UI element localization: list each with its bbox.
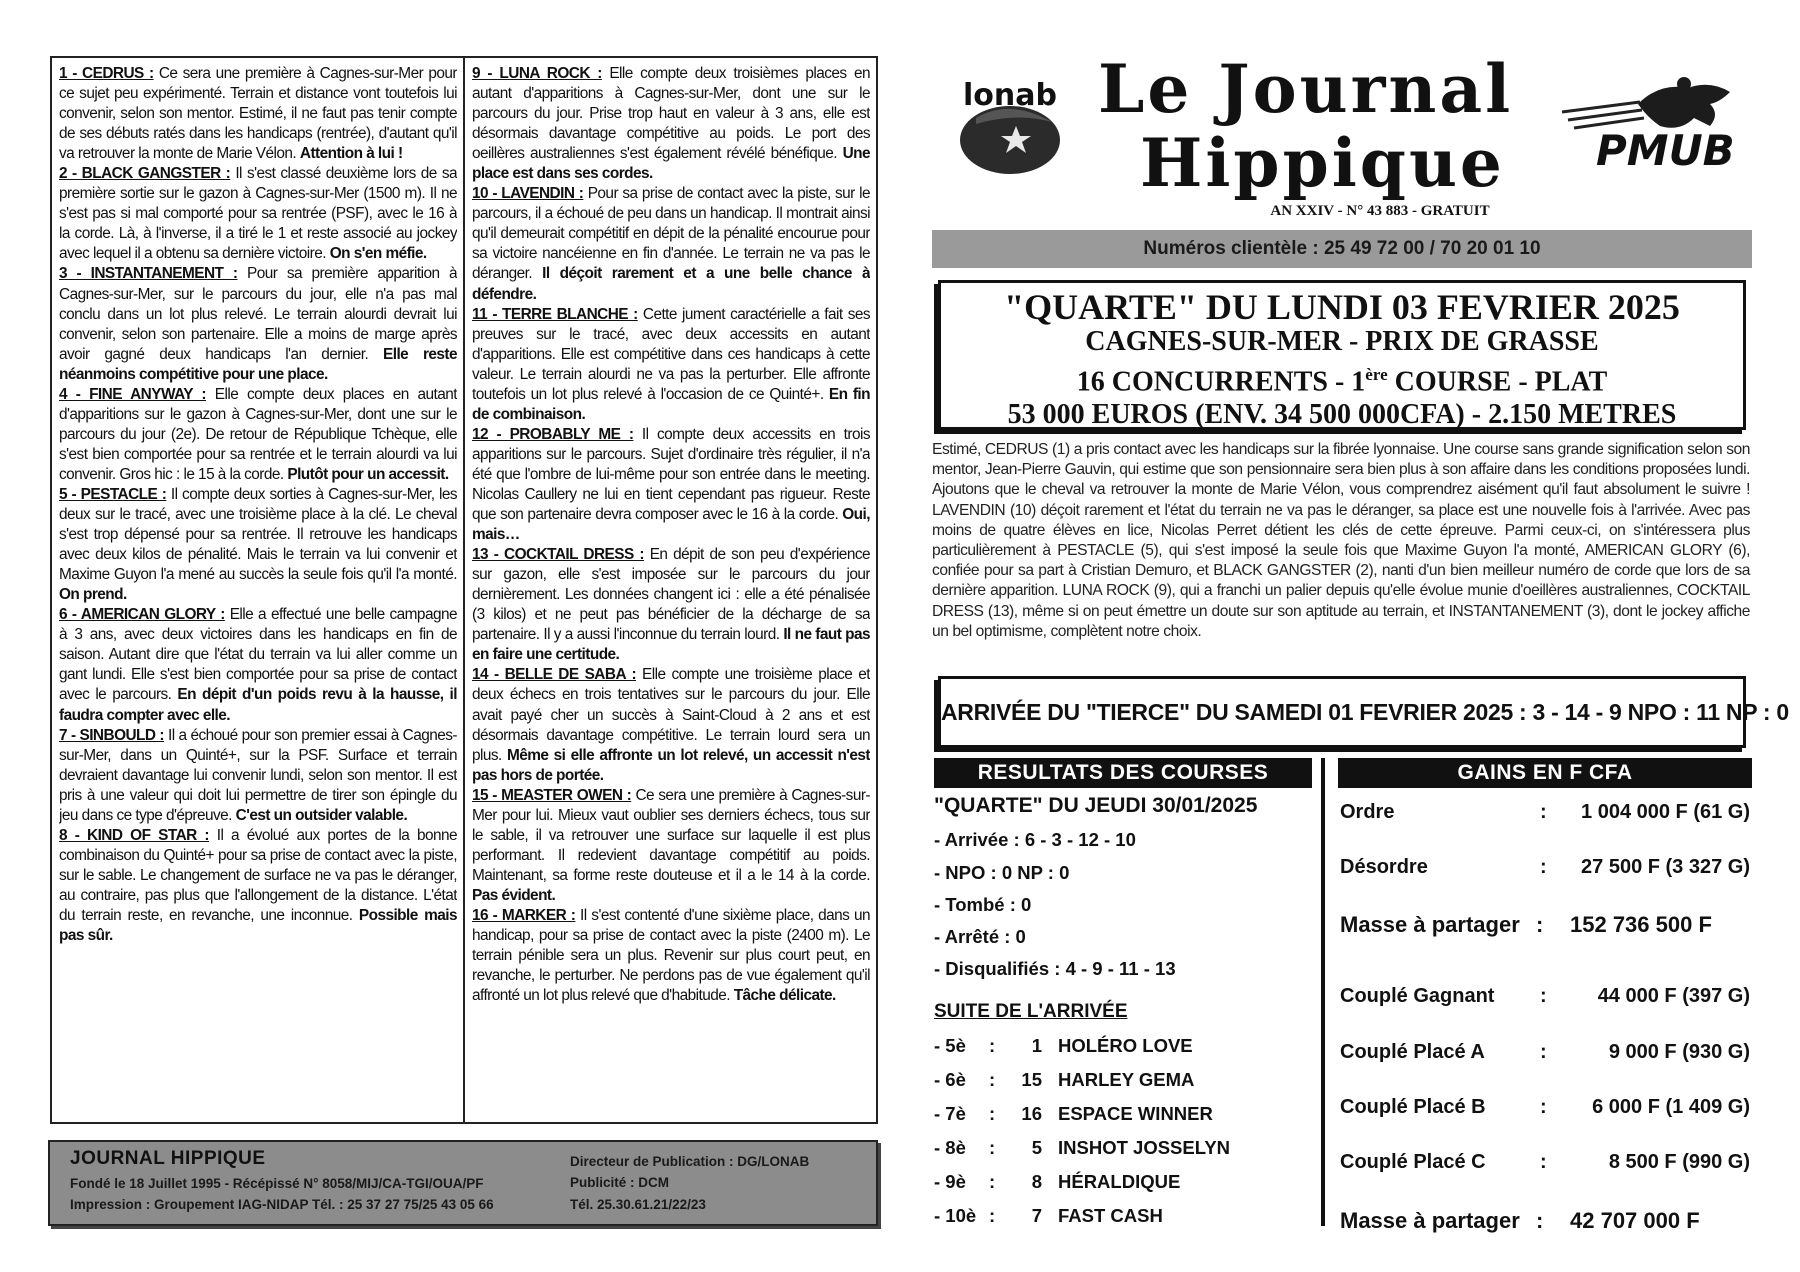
masthead-title-line1: Le Journal bbox=[1098, 50, 1514, 128]
gains-label: Ordre bbox=[1340, 801, 1395, 823]
results-race-title: "QUARTE" DU JEUDI 30/01/2025 bbox=[934, 794, 1258, 817]
suite-rank: - 6è bbox=[934, 1069, 966, 1090]
horse-comment: Elle compte deux troisièmes places en autant d'apparitions à Cagnes-sur-Mer, dont une sur le parcours du jour. Prise trop haut en valeur à 3 ans, elle est désormais davantage compétitive au poids. Le port des oeillères australiennes s'est également révélé bénéfique. bbox=[472, 65, 870, 163]
horse-comment: Il s'est classé deuxième lors de sa première sortie sur le gazon à Cagnes-sur-Mer (1500 m). Il ne s'est pas si mal comporté pour sa rentrée (PSF), avec le 16 à la corde. Là, à l'inverse, il a tiré le 1 et reste associé au jockey avec lequel il a obtenu sa dernière victoire. bbox=[59, 165, 457, 263]
race-info: 16 CONCURRENTS - 1ère COURSE - PLAT bbox=[1076, 365, 1608, 398]
gains-row bbox=[1340, 1041, 1752, 1077]
suite-sep: : bbox=[989, 1069, 996, 1090]
suite-row bbox=[934, 1171, 1314, 1199]
gains-label: Couplé Placé C bbox=[1340, 1151, 1486, 1173]
gains-sep: : bbox=[1536, 912, 1544, 937]
footer-director: Directeur de Publication : DG/LONAB bbox=[570, 1154, 810, 1169]
suite-sep: : bbox=[989, 1205, 996, 1226]
results-npo: - NPO : 0 NP : 0 bbox=[934, 862, 1070, 883]
suite-horse-name: HÉRALDIQUE bbox=[1058, 1171, 1181, 1192]
horse-name: 3 - INSTANTANEMENT : bbox=[59, 265, 238, 283]
gains-label: Couplé Placé B bbox=[1340, 1096, 1486, 1118]
gains-sep: : bbox=[1536, 1208, 1544, 1233]
horse-entry bbox=[472, 64, 870, 184]
suite-sep: : bbox=[989, 1171, 996, 1192]
suite-rank: - 7è bbox=[934, 1103, 966, 1124]
horse-name: 8 - KIND OF STAR : bbox=[59, 826, 209, 844]
horse-entry bbox=[59, 605, 457, 725]
gains-sep: : bbox=[1540, 1096, 1547, 1118]
horse-verdict: Possible mais pas sûr. bbox=[59, 906, 457, 945]
horse-verdict: C'est un outsider valable. bbox=[235, 806, 408, 824]
gains-row bbox=[1340, 1151, 1752, 1187]
suite-sep: : bbox=[989, 1035, 996, 1056]
suite-horse-number: 16 bbox=[1021, 1103, 1042, 1124]
horse-comment: Cette jument caractérielle a fait ses preuves sur le tracé, avec deux accessits en autant d'apparitions. Elle est compétitive dans ces handicaps à cette valeur. Le terrain alourdi ne va pas la perturber. Elle affronte toutefois un lot plus relevé à l'occasion de ce Quinté+. bbox=[472, 305, 870, 403]
gains-label: Couplé Gagnant bbox=[1340, 985, 1495, 1007]
horse-comment: Il s'est contenté d'une sixième place, dans un handicap, pour sa prise de contact avec la piste (2400 m). Le terrain pénible sera un plus. Revenir sur plus court peut, en revanche, le perturber. Ne perdons pas de vue également qu'il affronté un lot plus relevé que d'habitude. bbox=[472, 906, 870, 1005]
gains-sep: : bbox=[1540, 856, 1547, 878]
gains-label: Masse à partager bbox=[1340, 912, 1520, 937]
horse-entry bbox=[472, 906, 870, 1006]
commentary-column-2 bbox=[472, 64, 870, 1120]
gains-row bbox=[1340, 856, 1752, 892]
horse-entry bbox=[472, 665, 870, 785]
results-arrete: - Arrêté : 0 bbox=[934, 926, 1026, 947]
horse-verdict: Oui, mais… bbox=[472, 506, 870, 544]
quarte-race-box bbox=[938, 280, 1746, 430]
horse-comment: Elle a effectué une belle campagne à 3 ans, avec deux victoires dans les handicaps en fin de saison. Autant dire que l'état du terrain va lui aller comme un gant lundi. Elle s'est bien comportée pour sa prise de contact avec le parcours. bbox=[59, 606, 457, 704]
gains-value: 8 500 F (990 G) bbox=[1608, 1151, 1750, 1173]
horse-entry bbox=[59, 726, 457, 826]
horse-entry bbox=[472, 545, 870, 665]
gains-value: 27 500 F (3 327 G) bbox=[1581, 856, 1750, 878]
suite-horse-name: INSHOT JOSSELYN bbox=[1058, 1137, 1231, 1158]
horse-verdict: Il déçoit rarement et a une belle chance à défendre. bbox=[472, 265, 870, 303]
gains-sep: : bbox=[1540, 1151, 1547, 1173]
client-numbers-bar: Numéros clientèle : 25 49 72 00 / 70 20 01 10 bbox=[932, 230, 1752, 268]
horse-name: 14 - BELLE DE SABA : bbox=[472, 666, 637, 684]
race-prize: 53 000 EUROS (ENV. 34 500 000CFA) - 2.150 METRES bbox=[1007, 399, 1677, 431]
gains-value: 152 736 500 F bbox=[1570, 912, 1712, 937]
horse-comment: En dépit de son peu d'expérience sur gazon, elle s'est imposée sur le parcours du jour dernièrement. Les données changent ici : elle a été pénalisée (3 kilos) et ne peut pas bénéficier de la décharge de sa partenaire. Il y a aussi l'inconnue du terrain lourd. bbox=[472, 546, 870, 644]
gains-row bbox=[1340, 1208, 1752, 1244]
suite-rank: - 9è bbox=[934, 1171, 966, 1192]
suite-row bbox=[934, 1069, 1314, 1097]
horse-verdict: Attention à lui ! bbox=[299, 145, 403, 163]
footer-title: JOURNAL HIPPIQUE bbox=[70, 1148, 266, 1169]
horse-name: 2 - BLACK GANGSTER : bbox=[59, 165, 231, 183]
footer-advertising: Publicité : DCM bbox=[570, 1175, 670, 1190]
gains-row bbox=[1340, 801, 1752, 837]
publication-footer bbox=[48, 1140, 878, 1226]
lonab-logo bbox=[956, 78, 1064, 178]
gains-row bbox=[1340, 1096, 1752, 1132]
horse-entry bbox=[59, 485, 457, 605]
horse-comment: Pour sa prise de contact avec la piste, sur le parcours, il a échoué de peu dans un handicap. Il montrait ainsi qu'il demeurait compétitif en dépit de la pénalité encourue pour sa victoire nancéienne en fin d'année. Le terrain ne va pas le déranger. bbox=[472, 185, 870, 283]
horse-name: 7 - SINBOULD : bbox=[59, 726, 164, 744]
race-title: "QUARTE" DU LUNDI 03 FEVRIER 2025 bbox=[1004, 287, 1680, 327]
footer-printing: Impression : Groupement IAG-NIDAP Tél. : 25 37 27 75/25 43 05 66 bbox=[70, 1197, 494, 1212]
suite-horse-name: HARLEY GEMA bbox=[1058, 1069, 1195, 1090]
horse-verdict: On prend. bbox=[59, 586, 127, 604]
suite-row bbox=[934, 1103, 1314, 1131]
suite-row bbox=[934, 1035, 1314, 1063]
horse-name: 11 - TERRE BLANCHE : bbox=[472, 305, 638, 323]
tierce-result-box: ARRIVÉE DU "TIERCE" DU SAMEDI 01 FEVRIER 2025 : 3 - 14 - 9 NPO : 11 NP : 0 bbox=[938, 676, 1746, 748]
pmub-logo bbox=[1560, 74, 1750, 184]
horse-verdict: Il ne faut pas en faire une certitude. bbox=[472, 626, 870, 664]
commentary-column-1 bbox=[59, 64, 457, 1120]
gains-header: GAINS EN F CFA bbox=[1338, 758, 1752, 788]
suite-horse-number: 7 bbox=[1031, 1205, 1042, 1226]
gains-row bbox=[1340, 912, 1752, 948]
horse-verdict: Une place est dans ses cordes. bbox=[472, 145, 870, 183]
suite-sep: : bbox=[989, 1103, 996, 1124]
gains-sep: : bbox=[1540, 985, 1547, 1007]
suite-rank: - 10è bbox=[934, 1205, 977, 1226]
results-tombe: - Tombé : 0 bbox=[934, 894, 1032, 915]
horse-verdict: Plutôt pour un accessit. bbox=[287, 465, 449, 483]
horse-name: 5 - PESTACLE : bbox=[59, 485, 167, 503]
suite-horse-name: HOLÉRO LOVE bbox=[1058, 1035, 1193, 1056]
suite-horse-number: 1 bbox=[1031, 1035, 1042, 1056]
results-gains-divider bbox=[1321, 758, 1325, 1226]
gains-value: 6 000 F (1 409 G) bbox=[1592, 1096, 1750, 1118]
pmub-logo-text: PMUB bbox=[1596, 126, 1735, 175]
horse-comment: Elle compte une troisième place et deux échecs en trois tentatives sur le parcours du jour. Elle avait payé cher un succès à Saint-Cloud à 2 ans et est désormais davantage compétitive. Le terrain lourd sera un plus. bbox=[472, 666, 870, 764]
gains-value: 9 000 F (930 G) bbox=[1608, 1041, 1750, 1063]
suite-sep: : bbox=[989, 1137, 996, 1158]
gains-value: 42 707 000 F bbox=[1570, 1208, 1700, 1233]
suite-horse-number: 8 bbox=[1031, 1171, 1042, 1192]
horse-entry bbox=[59, 385, 457, 485]
suite-row bbox=[934, 1205, 1314, 1233]
suite-horse-name: ESPACE WINNER bbox=[1058, 1103, 1213, 1124]
footer-phone: Tél. 25.30.61.21/22/23 bbox=[570, 1197, 706, 1212]
masthead-title-line2: Hippique bbox=[1140, 124, 1505, 202]
gains-label: Couplé Placé A bbox=[1340, 1041, 1485, 1063]
suite-horse-number: 15 bbox=[1021, 1069, 1042, 1090]
gains-label: Masse à partager bbox=[1340, 1208, 1520, 1233]
gains-sep: : bbox=[1540, 801, 1547, 823]
suite-rank: - 8è bbox=[934, 1137, 966, 1158]
horse-entry bbox=[59, 264, 457, 384]
horse-entry bbox=[472, 786, 870, 906]
horse-verdict: Tâche délicate. bbox=[733, 987, 836, 1005]
results-header: RESULTATS DES COURSES bbox=[934, 758, 1312, 788]
horse-comment: Il a échoué pour son premier essai à Cagnes-sur-Mer, dans un Quinté+, sur la PSF. Surface et terrain devraient davantage lui convenir lundi, selon son mentor. Il est pris à une valeur qui doit lui permettre de tirer son épingle du jeu dans ce type d'épreuve. bbox=[59, 726, 457, 824]
horse-comment: Il compte deux sorties à Cagnes-sur-Mer, les deux sur le tracé, avec une troisième place à la clé. Le cheval s'est trop dépensé pour sa rentrée. Il retrouve les handicaps avec deux kilos de pénalité. Mais le terrain va lui convenir et Maxime Guyon l'a mené au succès la seule fois qu'il l'a monté. bbox=[59, 485, 457, 584]
horse-entry bbox=[59, 164, 457, 264]
horse-entry bbox=[472, 425, 870, 545]
horse-comment: Pour sa première apparition à Cagnes-sur-Mer, sur le parcours du jour, elle n'a pas mal conclu dans un lot plus relevé. Le terrain alourdi devrait lui convenir, selon son partenaire. Elle a moins de marge après avoir gagné deux handicaps l'an dernier. bbox=[59, 265, 457, 363]
horse-verdict: Même si elle affronte un lot relevé, un accessit n'est pas hors de portée. bbox=[472, 746, 870, 784]
lonab-logo-text: lonab bbox=[963, 78, 1057, 113]
horse-name: 16 - MARKER : bbox=[472, 906, 576, 924]
horse-name: 9 - LUNA ROCK : bbox=[472, 65, 602, 82]
suite-horse-name: FAST CASH bbox=[1058, 1205, 1163, 1226]
horse-verdict: En dépit d'un poids revu à la hausse, il faudra compter avec elle. bbox=[59, 686, 457, 724]
horse-entry bbox=[472, 305, 870, 425]
horse-name: 4 - FINE ANYWAY : bbox=[59, 385, 206, 403]
race-venue: CAGNES-SUR-MER - PRIX DE GRASSE bbox=[1085, 326, 1599, 357]
results-disqualifies: - Disqualifiés : 4 - 9 - 11 - 13 bbox=[934, 958, 1176, 979]
gains-sep: : bbox=[1540, 1041, 1547, 1063]
suite-row bbox=[934, 1137, 1314, 1165]
horse-verdict: On s'en méfie. bbox=[329, 245, 427, 263]
issue-number: AN XXIV - N° 43 883 - GRATUIT bbox=[1270, 203, 1490, 219]
horse-entry bbox=[59, 64, 457, 164]
horse-comment: Il compte deux accessits en trois apparitions sur le parcours. Sujet d'ordinaire très régulier, il n'a été que l'ombre de lui-même pour son entrée dans le meeting. Nicolas Caullery ne lui en tient cependant pas rigueur. Reste que son partenaire devra composer avec le 16 à la corde. bbox=[472, 425, 870, 524]
suite-rank: - 5è bbox=[934, 1035, 966, 1056]
horse-entry bbox=[59, 826, 457, 946]
horse-entry bbox=[472, 184, 870, 304]
horse-name: 13 - COCKTAIL DRESS : bbox=[472, 546, 644, 564]
column-divider bbox=[463, 56, 465, 1124]
horse-name: 6 - AMERICAN GLORY : bbox=[59, 606, 225, 624]
results-arrivee: - Arrivée : 6 - 3 - 12 - 10 bbox=[934, 829, 1136, 850]
horse-verdict: En fin de combinaison. bbox=[472, 385, 870, 423]
horse-comment: Ce sera une première à Cagnes-sur-Mer pour ce sujet peu expérimenté. Terrain et distance vont toutefois lui convenir, selon son mentor. Estimé, il ne faut pas tenir compte de ses débuts ratés dans les handicaps (rentrée), d'autant qu'il va retrouver la monte de Marie Vélon. bbox=[59, 65, 457, 163]
horse-verdict: Elle reste néanmoins compétitive pour une place. bbox=[59, 345, 457, 383]
horse-comment: Elle compte deux places en autant d'apparitions sur le gazon à Cagnes-sur-Mer, dont une sur le parcours du jour (2e). De retour de République Tchèque, elle s'est bien comportée pour sa rentrée et le terrain alourdi va lui convenir. Gros hic : le 15 à la corde. bbox=[59, 385, 457, 483]
horse-name: 1 - CEDRUS : bbox=[59, 65, 154, 82]
horse-comment: Il a évolué aux portes de la bonne combinaison du Quinté+ pour sa prise de contact avec la piste, sur le sable. Le changement de surface ne va pas le déranger, au contraire, pas plus que l'allongement de la distance. L'état du terrain reste, en revanche, une inconnue. bbox=[59, 826, 457, 924]
suite-horse-number: 5 bbox=[1031, 1137, 1042, 1158]
horse-name: 10 - LAVENDIN : bbox=[472, 185, 584, 203]
horse-name: 15 - MEASTER OWEN : bbox=[472, 786, 632, 804]
horse-comment: Ce sera une première à Cagnes-sur-Mer pour lui. Mieux vaut oublier ses derniers échecs, tous sur le sable, il va retrouver une surface sur laquelle il est plus performant. Il redevient davantage compétitif au poids. Maintenant, sa forme reste douteuse et il a le 14 à la corde. bbox=[472, 786, 870, 884]
gains-row bbox=[1340, 985, 1752, 1021]
race-summary: Estimé, CEDRUS (1) a pris contact avec les handicaps sur la fibrée lyonnaise. Une course sans grande signification selon son mentor, Jean-Pierre Gauvin, qui estime que son pensionnaire sera bien plus à son affaire dans les conditions proposées lundi. Ajoutons que le cheval va retrouver la monte de Marie Vélon, vous comprendrez aisément qu'il faut absolument le suivre ! LAVENDIN (10) déçoit rarement et l'état du terrain ne va pas le déranger, sa place est une nouvelle fois à l'arrivée. Avec pas moins de quatre élèves en lice, Nicolas Perret détient les clés de cette épreuve. Parmi ceux-ci, on s'intéressera plus particulièrement à PESTACLE (5), qui s'est imposé la seule fois que Maxime Guyon l'a monté, AMERICAN GLORY (6), confiée pour sa part à Cristian Demuro, et BLACK GANGSTER (2), nanti d'un bien meilleur numéro de corde que lors de sa dernière apparition. LUNA ROCK (9), qui a franchi un palier depuis qu'elle évolue munie d'oeillères australiennes, COCKTAIL DRESS (13), même si on peut émettre un doute sur son aptitude au terrain, et INSTANTANEMENT (3), dont le jockey affiche un bel optimisme, complètent notre choix. bbox=[932, 441, 1750, 640]
gains-value: 1 004 000 F (61 G) bbox=[1581, 801, 1750, 823]
suite-arrivee-title: SUITE DE L'ARRIVÉE bbox=[934, 1001, 1128, 1022]
horse-verdict: Pas évident. bbox=[472, 886, 556, 904]
horse-name: 12 - PROBABLY ME : bbox=[472, 425, 634, 443]
footer-founded: Fondé le 18 Juillet 1995 - Récépissé N° 8058/MIJ/CA-TGI/OUA/PF bbox=[70, 1176, 484, 1191]
gains-value: 44 000 F (397 G) bbox=[1597, 985, 1750, 1007]
gains-label: Désordre bbox=[1340, 856, 1428, 878]
